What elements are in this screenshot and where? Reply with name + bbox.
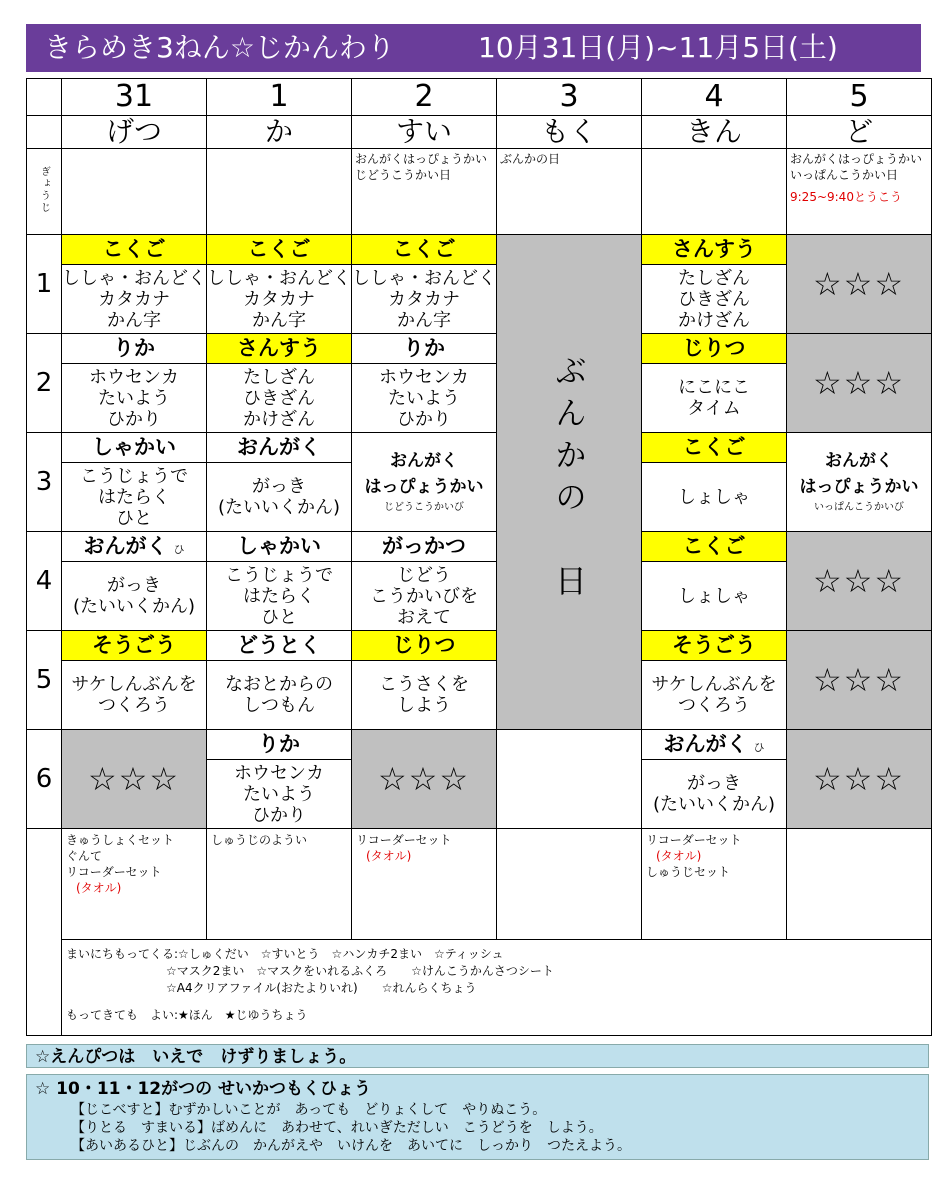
lesson-content — [62, 265, 206, 333]
subject-label: りか — [207, 730, 351, 760]
belongings-row — [27, 829, 932, 940]
lesson-cell-fri — [642, 433, 787, 532]
period-row-6 — [27, 730, 932, 829]
content-line: おえて — [397, 606, 451, 628]
content-line: かん字 — [252, 309, 306, 331]
subject-label: こくご — [642, 532, 786, 562]
event-title: おんがく — [825, 451, 893, 471]
date-range: 10月31日(月)~11月5日(土) — [478, 31, 838, 64]
belonging-item-red: (タオル) — [366, 849, 412, 863]
belonging-item: リコーダーセット — [356, 833, 452, 847]
goal-line: 【あいあるひと】じぶんの かんがえや いけんを あいてに しっかり つたえよう。 — [71, 1138, 631, 1154]
event-cell-wed — [352, 433, 497, 532]
event-text: ぶんかの日 — [500, 152, 561, 166]
events-sat — [787, 149, 932, 235]
event-text: おんがくはっぴょうかい — [790, 152, 923, 166]
subject-label — [642, 730, 786, 760]
subject-label: しゃかい — [207, 532, 351, 562]
events-fri — [642, 149, 787, 235]
content-line: ししゃ・おんどく — [62, 267, 206, 289]
dayname-sat: ど — [787, 116, 932, 149]
content-line: がっき — [252, 476, 306, 497]
goals-heading: ☆ 10・11・12がつの せいかつもくひょう — [35, 1079, 372, 1099]
goal-line: 【りとる すまいる】ばめんに あわせて、れいぎただしい こうどうを しよう。 — [71, 1120, 603, 1136]
lesson-cell-tue — [207, 730, 352, 829]
event-title: はっぴょうかい — [799, 477, 919, 497]
content-line: (たいいくかん) — [217, 497, 341, 518]
subject-label: りか — [62, 334, 206, 364]
belongings-sat — [787, 829, 932, 940]
lesson-content — [62, 364, 206, 432]
stars-mark: ☆☆☆ — [377, 760, 471, 798]
lesson-content — [207, 562, 351, 630]
lesson-cell-tue — [207, 433, 352, 532]
lesson-content — [642, 265, 786, 333]
events-mon — [62, 149, 207, 235]
content-line: かけざん — [243, 408, 315, 430]
title-bar — [26, 24, 921, 72]
subject-label: じりつ — [642, 334, 786, 364]
lesson-content — [642, 463, 786, 531]
event-title: おんがく — [390, 451, 458, 471]
content-line: ししゃ・おんどく — [207, 267, 351, 289]
content-line: がっき — [687, 773, 741, 794]
lesson-content — [207, 661, 351, 729]
content-line: じどう — [397, 564, 451, 586]
lesson-cell-wed — [352, 532, 497, 631]
stars-cell-sat — [787, 730, 932, 829]
content-line: ししゃ・おんどく — [352, 267, 496, 289]
belonging-item: きゅうしょくセット — [66, 833, 175, 847]
subject-text: おんがく — [83, 534, 168, 558]
content-line: こうさくを — [379, 674, 469, 695]
belonging-item: リコーダーセット — [646, 833, 742, 847]
subject-label: りか — [352, 334, 496, 364]
event-text: いっぱんこうかい日 — [790, 168, 899, 182]
period-number: 2 — [27, 334, 62, 433]
subject-label: そうごう — [642, 631, 786, 661]
lesson-cell-fri — [642, 730, 787, 829]
dayname-thu: もく — [497, 116, 642, 149]
content-line: たいよう — [243, 783, 315, 805]
content-line: にこにこ — [678, 377, 750, 398]
events-label-cell — [27, 149, 62, 235]
stars-cell-sat — [787, 235, 932, 334]
lesson-cell-wed — [352, 235, 497, 334]
subject-label: そうごう — [62, 631, 206, 661]
lesson-cell-fri — [642, 334, 787, 433]
stars-mark: ☆☆☆ — [87, 760, 181, 798]
period-row-1 — [27, 235, 932, 334]
lesson-cell-fri — [642, 235, 787, 334]
subject-mark: ひ — [173, 543, 185, 556]
lesson-content — [207, 760, 351, 828]
content-line: はたらく — [243, 585, 315, 607]
lesson-content — [352, 661, 496, 729]
content-line: ホウセンカ — [379, 366, 469, 388]
lesson-content — [642, 760, 786, 828]
goal-line: 【じこべすと】むずかしいことが あっても どりょくして やりぬこう。 — [71, 1102, 547, 1118]
content-line: しよう — [397, 695, 451, 716]
stars-mark: ☆☆☆ — [812, 661, 906, 699]
stars-cell-mon — [62, 730, 207, 829]
content-line: はたらく — [98, 486, 170, 508]
empty-cell-thu — [497, 730, 642, 829]
event-note: じどうこうかいび — [384, 502, 464, 513]
period-row-5 — [27, 631, 932, 730]
belonging-item-red: (タオル) — [76, 881, 122, 895]
stars-cell-sat — [787, 631, 932, 730]
date-sat: 5 — [787, 79, 932, 116]
period-number: 6 — [27, 730, 62, 829]
stars-cell-sat — [787, 532, 932, 631]
content-line: かん字 — [397, 309, 451, 331]
content-line: ひきざん — [243, 387, 315, 409]
lesson-cell-tue — [207, 532, 352, 631]
lesson-content — [642, 661, 786, 729]
belongings-mon — [62, 829, 207, 940]
lesson-cell-mon — [62, 433, 207, 532]
stars-mark: ☆☆☆ — [812, 265, 906, 303]
content-line: なおとからの — [225, 674, 333, 695]
content-line: サケしんぶんを — [71, 674, 197, 695]
dayname-mon: げつ — [62, 116, 207, 149]
subject-label: こくご — [352, 235, 496, 265]
event-time: 9:25~9:40とうこう — [790, 190, 902, 204]
date-row — [27, 79, 932, 116]
daily-line: ☆マスク2まい ☆マスクをいれるふくろ ☆けんこうかんさつシート — [166, 964, 554, 978]
subject-label: じりつ — [352, 631, 496, 661]
corner-cell — [27, 116, 62, 149]
subject-label — [62, 532, 206, 562]
lesson-cell-fri — [642, 631, 787, 730]
content-line: かけざん — [678, 309, 750, 331]
period-row-2 — [27, 334, 932, 433]
daily-items-row — [27, 940, 932, 1036]
content-line: つくろう — [98, 695, 170, 716]
lesson-content — [62, 562, 206, 630]
date-mon: 31 — [62, 79, 207, 116]
dayname-row — [27, 116, 932, 149]
content-line: (たいいくかん) — [72, 596, 196, 617]
culture-day-cell — [497, 235, 642, 730]
lesson-cell-tue — [207, 631, 352, 730]
dayname-tue: か — [207, 116, 352, 149]
lesson-content — [207, 364, 351, 432]
belonging-item: しゅうじセット — [646, 865, 731, 879]
events-label: ぎょうじ — [38, 165, 50, 214]
content-line: こうかいびを — [370, 585, 478, 607]
lesson-content — [642, 364, 786, 432]
lesson-cell-wed — [352, 631, 497, 730]
content-line: こうじょうで — [80, 465, 188, 487]
content-line: カタカナ — [388, 288, 460, 310]
corner-cell — [27, 79, 62, 116]
content-line: たいよう — [388, 387, 460, 409]
stars-cell-sat — [787, 334, 932, 433]
period-row-4 — [27, 532, 932, 631]
belongings-tue — [207, 829, 352, 940]
lesson-cell-tue — [207, 334, 352, 433]
content-line: カタカナ — [98, 288, 170, 310]
lesson-content — [642, 562, 786, 630]
date-tue: 1 — [207, 79, 352, 116]
period-number: 3 — [27, 433, 62, 532]
events-row — [27, 149, 932, 235]
belongings-wed — [352, 829, 497, 940]
side-cell — [27, 829, 62, 940]
content-line: しょしゃ — [678, 486, 750, 508]
subject-label: どうとく — [207, 631, 351, 661]
content-line: こうじょうで — [225, 564, 333, 586]
content-line: がっき — [107, 575, 161, 596]
lesson-cell-tue — [207, 235, 352, 334]
period-number: 5 — [27, 631, 62, 730]
pencil-notice: ☆えんぴつは いえで けずりましょう。 — [26, 1044, 929, 1068]
dayname-wed: すい — [352, 116, 497, 149]
belonging-item: しゅうじのようい — [211, 833, 308, 847]
subject-label: がっかつ — [352, 532, 496, 562]
lesson-content — [352, 364, 496, 432]
event-text: じどうこうかい日 — [355, 168, 452, 182]
subject-label: さんすう — [207, 334, 351, 364]
lesson-content — [352, 562, 496, 630]
lesson-content — [207, 463, 351, 531]
lesson-cell-mon — [62, 235, 207, 334]
subject-label: さんすう — [642, 235, 786, 265]
content-line: かん字 — [107, 309, 161, 331]
lesson-cell-mon — [62, 532, 207, 631]
subject-label: こくご — [207, 235, 351, 265]
content-line: ホウセンカ — [89, 366, 179, 388]
belonging-item-red: (タオル) — [656, 849, 702, 863]
subject-mark: ひ — [753, 741, 765, 754]
subject-label: こくご — [642, 433, 786, 463]
period-row-3 — [27, 433, 932, 532]
daily-line: ☆A4クリアファイル(おたよりいれ) ☆れんらくちょう — [166, 981, 477, 995]
content-line: ひきざん — [678, 288, 750, 310]
lesson-content — [62, 661, 206, 729]
optional-items-line: もってきても よい:★ほん ★じゆうちょう — [66, 1008, 308, 1022]
content-line: たしざん — [678, 267, 750, 289]
belonging-item: リコーダーセット — [66, 865, 162, 879]
stars-mark: ☆☆☆ — [812, 364, 906, 402]
content-line: タイム — [687, 398, 741, 419]
page-title: きらめき3ねん☆じかんわり — [44, 31, 395, 64]
lesson-cell-mon — [62, 631, 207, 730]
content-line: カタカナ — [243, 288, 315, 310]
event-text: おんがくはっぴょうかい — [355, 152, 488, 166]
date-fri: 4 — [642, 79, 787, 116]
content-line: しつもん — [243, 695, 315, 716]
culture-day-label: ぶんかの 日 — [550, 354, 588, 606]
event-note: いっぱんこうかいび — [814, 502, 904, 513]
subject-label: こくご — [62, 235, 206, 265]
daily-line: まいにちもってくる:☆しゅくだい ☆すいとう ☆ハンカチ2まい ☆ティッシュ — [66, 947, 504, 961]
side-cell — [27, 940, 62, 1036]
belongings-fri — [642, 829, 787, 940]
content-line: つくろう — [678, 695, 750, 716]
date-wed: 2 — [352, 79, 497, 116]
period-number: 4 — [27, 532, 62, 631]
events-tue — [207, 149, 352, 235]
event-cell-sat — [787, 433, 932, 532]
content-line: (たいいくかん) — [652, 794, 776, 815]
timetable — [26, 78, 932, 1036]
content-line: ひと — [116, 507, 152, 529]
content-line: しょしゃ — [678, 585, 750, 607]
stars-mark: ☆☆☆ — [812, 562, 906, 600]
lesson-cell-wed — [352, 334, 497, 433]
subject-label: しゃかい — [62, 433, 206, 463]
content-line: たいよう — [98, 387, 170, 409]
content-line: たしざん — [243, 366, 315, 388]
belonging-item: ぐんて — [66, 849, 103, 863]
lesson-content — [352, 265, 496, 333]
event-title: はっぴょうかい — [364, 477, 484, 497]
lesson-cell-mon — [62, 334, 207, 433]
subject-label: おんがく — [207, 433, 351, 463]
dayname-fri: きん — [642, 116, 787, 149]
content-line: ひかり — [397, 408, 451, 430]
content-line: サケしんぶんを — [651, 674, 777, 695]
date-thu: 3 — [497, 79, 642, 116]
stars-cell-wed — [352, 730, 497, 829]
daily-items — [62, 940, 932, 1036]
content-line: ひかり — [107, 408, 161, 430]
subject-text: おんがく — [663, 732, 748, 756]
content-line: ホウセンカ — [234, 762, 324, 784]
lesson-content — [207, 265, 351, 333]
content-line: ひかり — [252, 804, 306, 826]
events-thu — [497, 149, 642, 235]
events-wed — [352, 149, 497, 235]
belongings-thu — [497, 829, 642, 940]
life-goals — [26, 1074, 929, 1160]
stars-mark: ☆☆☆ — [812, 760, 906, 798]
period-number: 1 — [27, 235, 62, 334]
lesson-cell-fri — [642, 532, 787, 631]
lesson-content — [62, 463, 206, 531]
content-line: ひと — [261, 606, 297, 628]
